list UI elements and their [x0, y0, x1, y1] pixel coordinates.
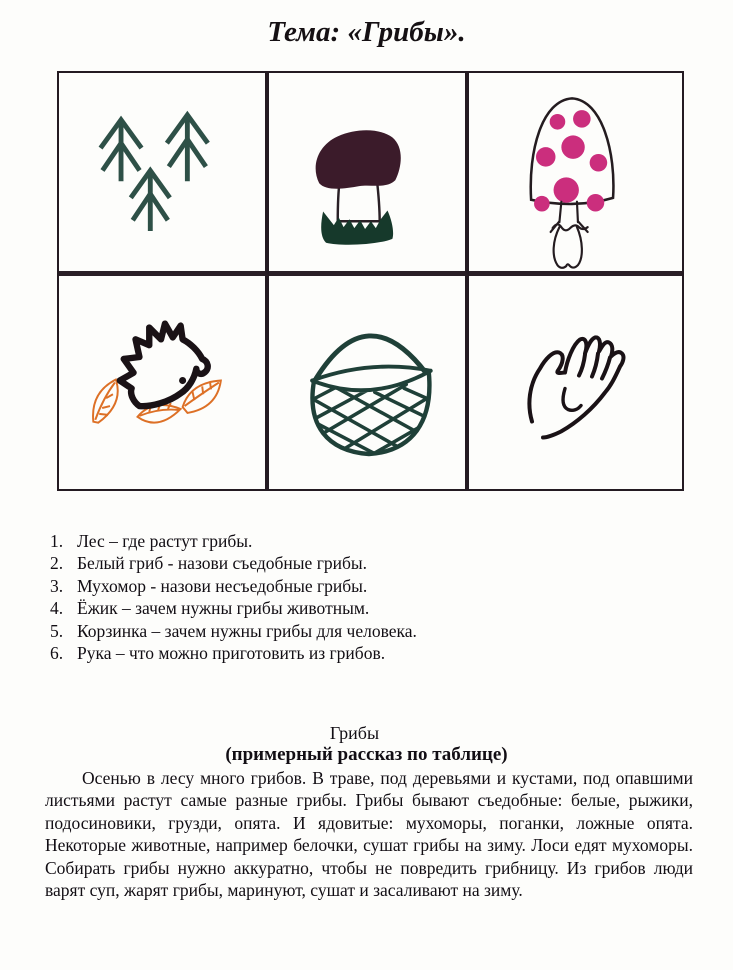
legend-number: 1.: [50, 531, 64, 551]
fir-tree: [101, 120, 142, 181]
legend-number: 5.: [50, 620, 64, 641]
fir-trees-icon: [59, 73, 265, 271]
finger-gap: [579, 355, 585, 376]
hand-icon: [469, 276, 682, 489]
legend-text: Ёжик – зачем нужны грибы животным.: [77, 598, 370, 619]
fir-tree: [131, 171, 170, 231]
mushroom-cap: [316, 130, 401, 188]
cell-hedgehog: [59, 276, 269, 489]
white-mushroom-icon: [269, 73, 465, 271]
legend-text: Лес – где растут грибы.: [77, 531, 253, 551]
cell-white-mushroom: [269, 73, 469, 276]
fir-tree: [167, 115, 208, 181]
legend-number: 4.: [50, 598, 64, 619]
basket-icon: [269, 276, 465, 489]
hedgehog-body: [120, 324, 208, 407]
story-subtitle: (примерный рассказ по таблице): [225, 744, 508, 765]
basket-body: [312, 372, 429, 454]
cell-fly-agaric: [469, 73, 682, 276]
hand-outline: [529, 337, 623, 437]
legend-number: 2.: [50, 553, 64, 574]
page-title: Тема: «Грибы».: [267, 16, 466, 48]
legend-text: Корзинка – зачем нужны грибы для человека.: [77, 620, 417, 641]
picture-table: [57, 71, 684, 491]
story-paragraph: Осенью в лесу много грибов. В траве, под деревьями и кустами, под опавшими листьями растут самые разные грибы. Грибы бывают съедобные: белые, рыжики, подосиновики, грузди, опята. И ядовитые: мухоморы, поганки, ложные опята. Некоторые животные, например белочки, сушат грибы на зиму. Лоси едят мухоморы. Собирать грибы нужно аккуратно, чтобы не повредить грибницу. Из грибов люди варят суп, жарят грибы, маринуют, сушат и засаливают на зиму.: [45, 768, 693, 901]
legend-item: [50, 642, 670, 664]
legend-item: [50, 530, 670, 552]
finger-gap: [592, 354, 598, 377]
legend-list: [50, 530, 670, 664]
cell-forest: [59, 73, 269, 276]
legend-text: Мухомор - назови несъедобные грибы.: [77, 575, 368, 596]
finger-gap: [602, 358, 610, 379]
cell-hand: [469, 276, 682, 489]
leaf: [93, 380, 118, 423]
legend-item: [50, 552, 670, 574]
agaric-stem: [551, 202, 588, 268]
palm-crease: [563, 389, 581, 411]
legend-item: [50, 620, 670, 642]
legend-item: [50, 597, 670, 619]
hedgehog-icon: [59, 276, 265, 489]
basket-rim: [312, 367, 431, 391]
legend-text: Белый гриб - назови съедобные грибы.: [77, 553, 368, 574]
story-title: Грибы: [329, 723, 380, 743]
legend-number: 3.: [50, 575, 64, 596]
hedgehog-eye: [179, 377, 186, 384]
fly-agaric-icon: [469, 73, 682, 271]
legend-number: 6.: [50, 643, 64, 664]
cell-basket: [269, 276, 469, 489]
legend-text: Рука – что можно приготовить из грибов.: [77, 643, 386, 664]
legend-item: [50, 575, 670, 597]
